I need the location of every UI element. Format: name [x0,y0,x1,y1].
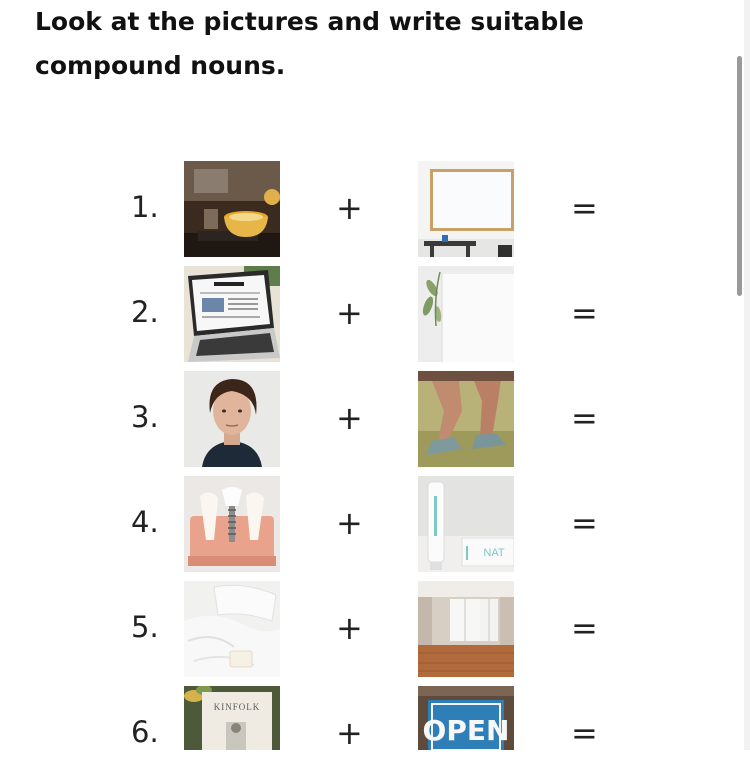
paper-sheet-icon [418,266,514,362]
row-number: 1. [131,190,159,224]
tube-brand-text: NAT [483,547,505,559]
row-number: 4. [131,505,159,539]
ache-legs-icon [418,371,514,467]
page-edge [744,0,750,750]
exercise-row-3 [0,371,740,467]
tooth-model-icon [184,476,280,572]
row-number: 3. [131,400,159,434]
row-number: 6. [131,715,159,749]
toothpaste-tube-icon [418,476,514,572]
plus-sign: + [336,189,363,227]
exercise-row-4 [0,476,740,572]
coffee-cup-icon [184,161,280,257]
equals-sign: = [571,189,598,227]
equals-sign: = [571,504,598,542]
equals-sign: = [571,609,598,647]
equals-sign: = [571,399,598,437]
exercise-row-6 [0,686,740,782]
whiteboard-icon [418,161,514,257]
book-title-text: KINFOLK [213,702,261,712]
head-portrait-icon [184,371,280,467]
exercise-instruction: Look at the pictures and write suitable compound nouns. [35,7,584,80]
row-number: 5. [131,610,159,644]
equals-sign: = [571,714,598,752]
open-sign-text: OPEN [422,714,510,747]
plus-sign: + [336,609,363,647]
plus-sign: + [336,294,363,332]
plus-sign: + [336,504,363,542]
newspaper-laptop-icon [184,266,280,362]
bed-sheets-icon [184,581,280,677]
exercise-row-2 [0,266,740,362]
row-number: 2. [131,295,159,329]
empty-room-icon [418,581,514,677]
plus-sign: + [336,399,363,437]
book-cover-icon [184,686,280,750]
equals-sign: = [571,294,598,332]
exercise-row-1 [0,161,740,257]
plus-sign: + [336,714,363,752]
exercise-row-5 [0,581,740,677]
open-sign-icon [418,686,514,750]
